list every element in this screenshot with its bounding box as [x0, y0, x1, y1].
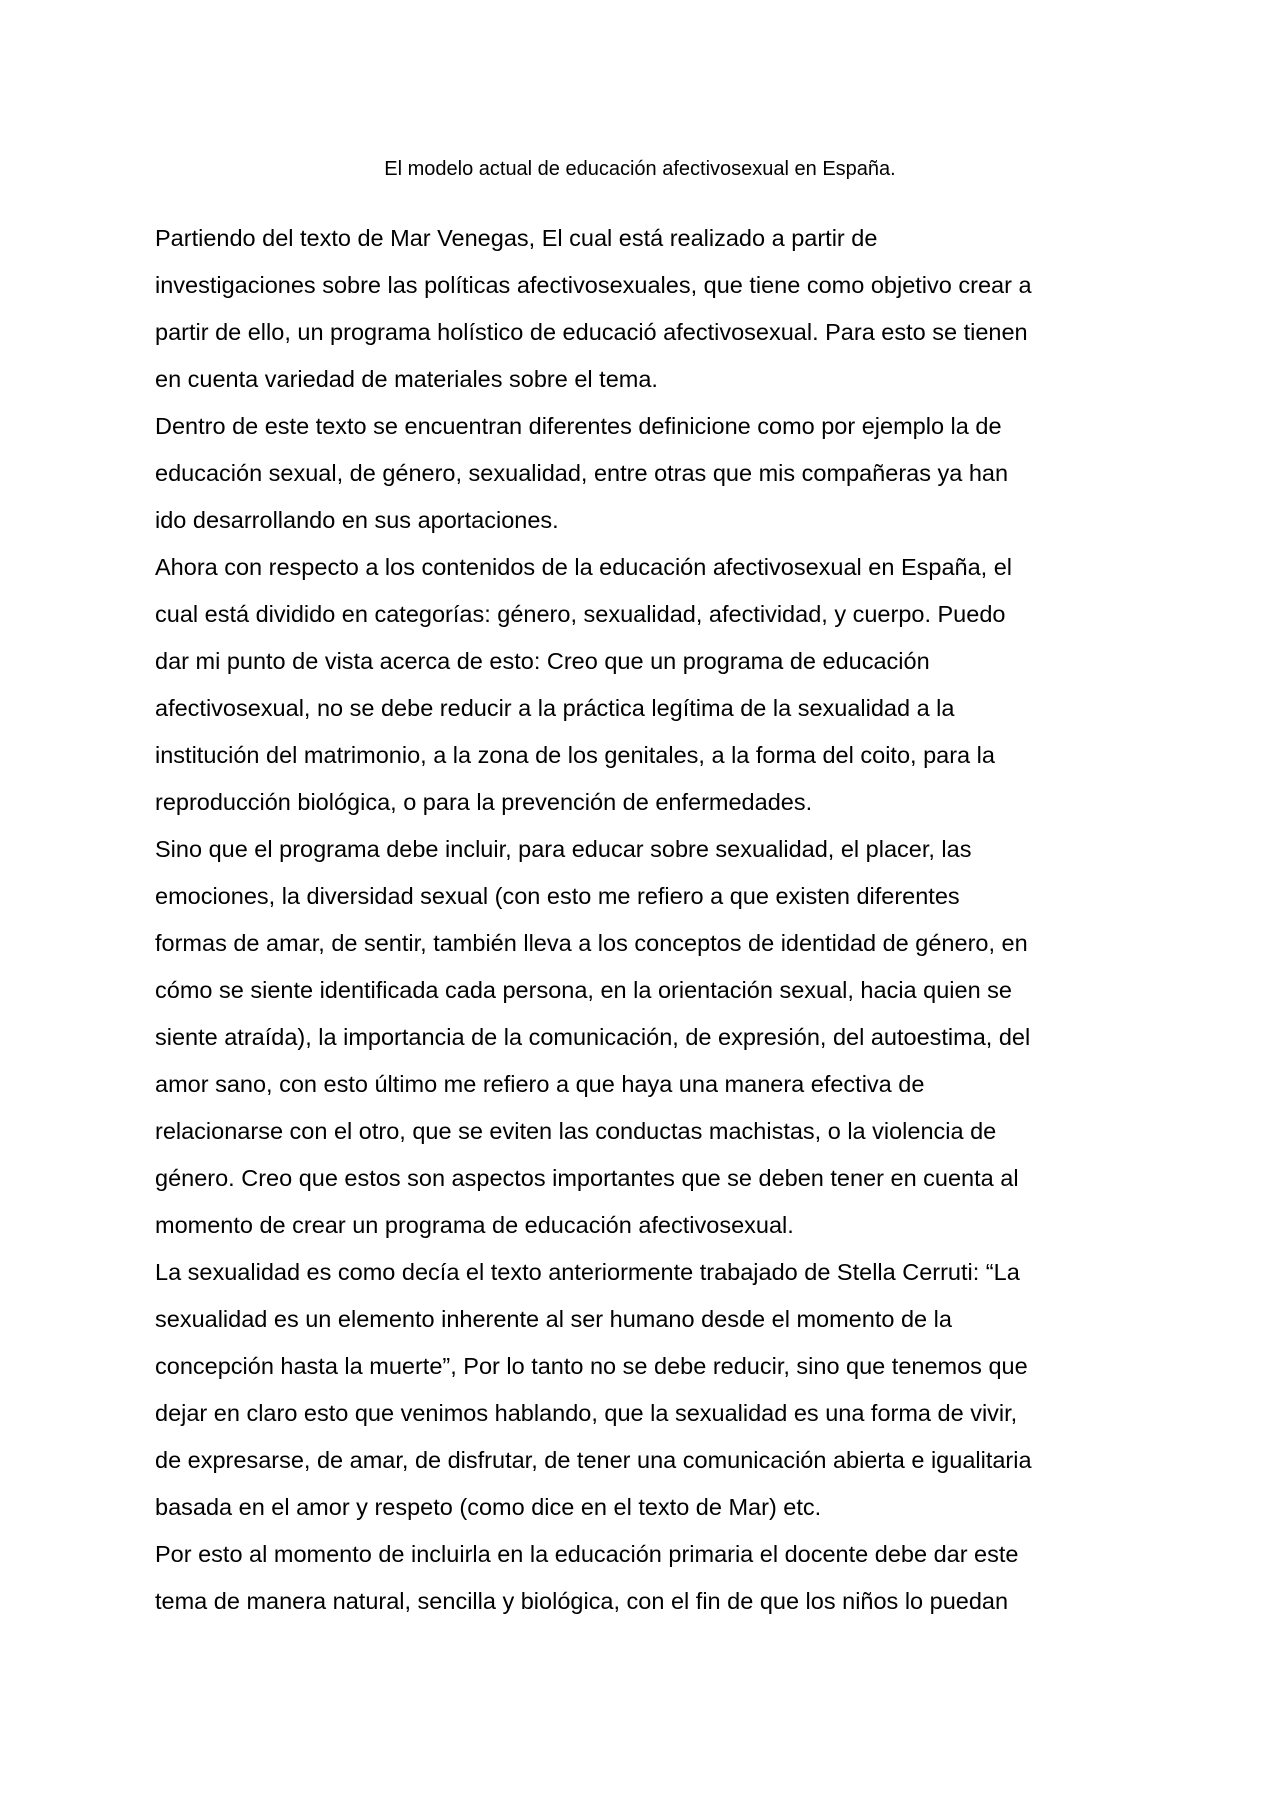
text-line: momento de crear un programa de educación afectivosexual. [155, 1212, 794, 1238]
text-line: partir de ello, un programa holístico de educació afectivosexual. Para esto se tienen [155, 319, 1028, 345]
text-line: afectivosexual, no se debe reducir a la práctica legítima de la sexualidad a la [155, 695, 955, 721]
text-line: de expresarse, de amar, de disfrutar, de tener una comunicación abierta e igualitaria [155, 1447, 1032, 1473]
text-line: Dentro de este texto se encuentran diferentes definicione como por ejemplo la de [155, 413, 1002, 439]
text-line: dar mi punto de vista acerca de esto: Creo que un programa de educación [155, 648, 930, 674]
text-line: relacionarse con el otro, que se eviten las conductas machistas, o la violencia de [155, 1118, 997, 1144]
text-line: formas de amar, de sentir, también lleva a los conceptos de identidad de género, en [155, 930, 1028, 956]
text-line: sexualidad es un elemento inherente al ser humano desde el momento de la [155, 1306, 952, 1332]
text-line: dejar en claro esto que venimos hablando, que la sexualidad es una forma de vivir, [155, 1400, 1018, 1426]
text-line: Sino que el programa debe incluir, para educar sobre sexualidad, el placer, las [155, 836, 972, 862]
document-body [155, 215, 1155, 1625]
text-line: ido desarrollando en sus aportaciones. [155, 507, 559, 533]
text-line: Ahora con respecto a los contenidos de la educación afectivosexual en España, el [155, 554, 1013, 580]
text-line: educación sexual, de género, sexualidad, entre otras que mis compañeras ya han [155, 460, 1009, 486]
text-line: concepción hasta la muerte”, Por lo tanto no se debe reducir, sino que tenemos que [155, 1353, 1028, 1379]
text-line: La sexualidad es como decía el texto anteriormente trabajado de Stella Cerruti: “La [155, 1259, 1020, 1285]
text-line: emociones, la diversidad sexual (con esto me refiero a que existen diferentes [155, 883, 960, 909]
text-line: basada en el amor y respeto (como dice en el texto de Mar) etc. [155, 1494, 822, 1520]
text-line: amor sano, con esto último me refiero a que haya una manera efectiva de [155, 1071, 925, 1097]
text-line: cual está dividido en categorías: género, sexualidad, afectividad, y cuerpo. Puedo [155, 601, 1006, 627]
text-line: cómo se siente identificada cada persona, en la orientación sexual, hacia quien se [155, 977, 1012, 1003]
text-line: reproducción biológica, o para la prevención de enfermedades. [155, 789, 813, 815]
text-line: tema de manera natural, sencilla y biológica, con el fin de que los niños lo puedan [155, 1588, 1009, 1614]
text-line: en cuenta variedad de materiales sobre el tema. [155, 366, 658, 392]
document-title: El modelo actual de educación afectivosexual en España. [384, 158, 896, 180]
text-line: siente atraída), la importancia de la comunicación, de expresión, del autoestima, del [155, 1024, 1031, 1050]
text-line: institución del matrimonio, a la zona de los genitales, a la forma del coito, para la [155, 742, 995, 768]
text-line: género. Creo que estos son aspectos importantes que se deben tener en cuenta al [155, 1165, 1019, 1191]
text-line: investigaciones sobre las políticas afectivosexuales, que tiene como objetivo crear a [155, 272, 1032, 298]
text-line: Partiendo del texto de Mar Venegas, El cual está realizado a partir de [155, 225, 878, 251]
text-line: Por esto al momento de incluirla en la educación primaria el docente debe dar este [155, 1541, 1019, 1567]
